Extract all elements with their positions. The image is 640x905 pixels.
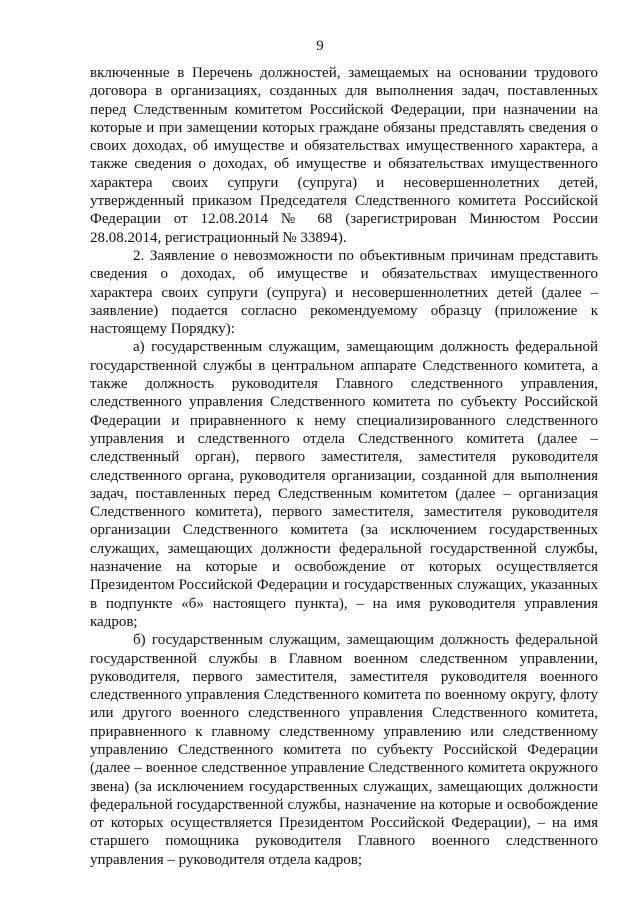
paragraph-subitem-b: б) государственным служащим, замещающим должность федеральной государственной службы в Главном военном следственном управлении, руководителя, первого заместителя, заместителя руководителя военного следственного управления Следственного комитета по военному округу, флоту или другого военного следственного управления Следственного комитета, приравненного к главному следственному управлению или следственному управлению Следственного комитета по субъекту Российской Федерации (далее – военное следственное управление Следственного комитета окружного звена) (за исключением государственных служащих, замещающих должности федеральной государственной службы, назначение на которые и освобождение от которых осуществляется Президентом Российской Федерации), – на имя старшего помощника руководителя Главного военного следственного управления – руководителя отдела кадров; <box>90 632 598 868</box>
paragraph-subitem-a: а) государственным служащим, замещающим должность федеральной государственной службы в центральном аппарате Следственного комитета, а также должность руководителя Главного следственного управления, следственного управления Следственного комитета по субъекту Российской Федерации и приравненного к нему специализированного следственного управления и следственного отдела Следственного комитета (далее – следственный орган), первого заместителя, заместителя руководителя следственного органа, руководителя организации, созданной для выполнения задач, поставленных перед Следственным комитетом (далее – организация Следственного комитета), первого заместителя, заместителя руководителя организации Следственного комитета (за исключением государственных служащих, замещающих должности федеральной государственной службы, назначение на которые и освобождение от которых осуществляется Президентом Российской Федерации и государственных служащих, указанных в подпункте «б» настоящего пункта), – на имя руководителя управления кадров; <box>90 339 598 630</box>
document-body <box>90 64 598 869</box>
paragraph-item-2: 2. Заявление о невозможности по объективным причинам представить сведения о доходах, об имуществе и обязательствах имущественного характера своих супруги (супруга) и несовершеннолетних детей (далее – заявление) подается согласно рекомендуемому образцу (приложение к настоящему Порядку): <box>90 247 598 338</box>
page-number: 9 <box>316 38 324 54</box>
paragraph-continuation: включенные в Перечень должностей, замещаемых на основании трудового договора в организациях, созданных для выполнения задач, поставленных перед Следственным комитетом Российской Федерации, при назначении на которые и при замещении которых граждане обязаны представлять сведения о своих доходах, об имуществе и обязательствах имущественного характера, а также сведения о доходах, об имуществе и обязательствах имущественного характера своих супруги (супруга) и несовершеннолетних детей, утвержденный приказом Председателя Следственного комитета Российской Федерации от 12.08.2014 № 68 (зарегистрирован Минюстом России 28.08.2014, регистрационный № 33894). <box>90 65 598 246</box>
